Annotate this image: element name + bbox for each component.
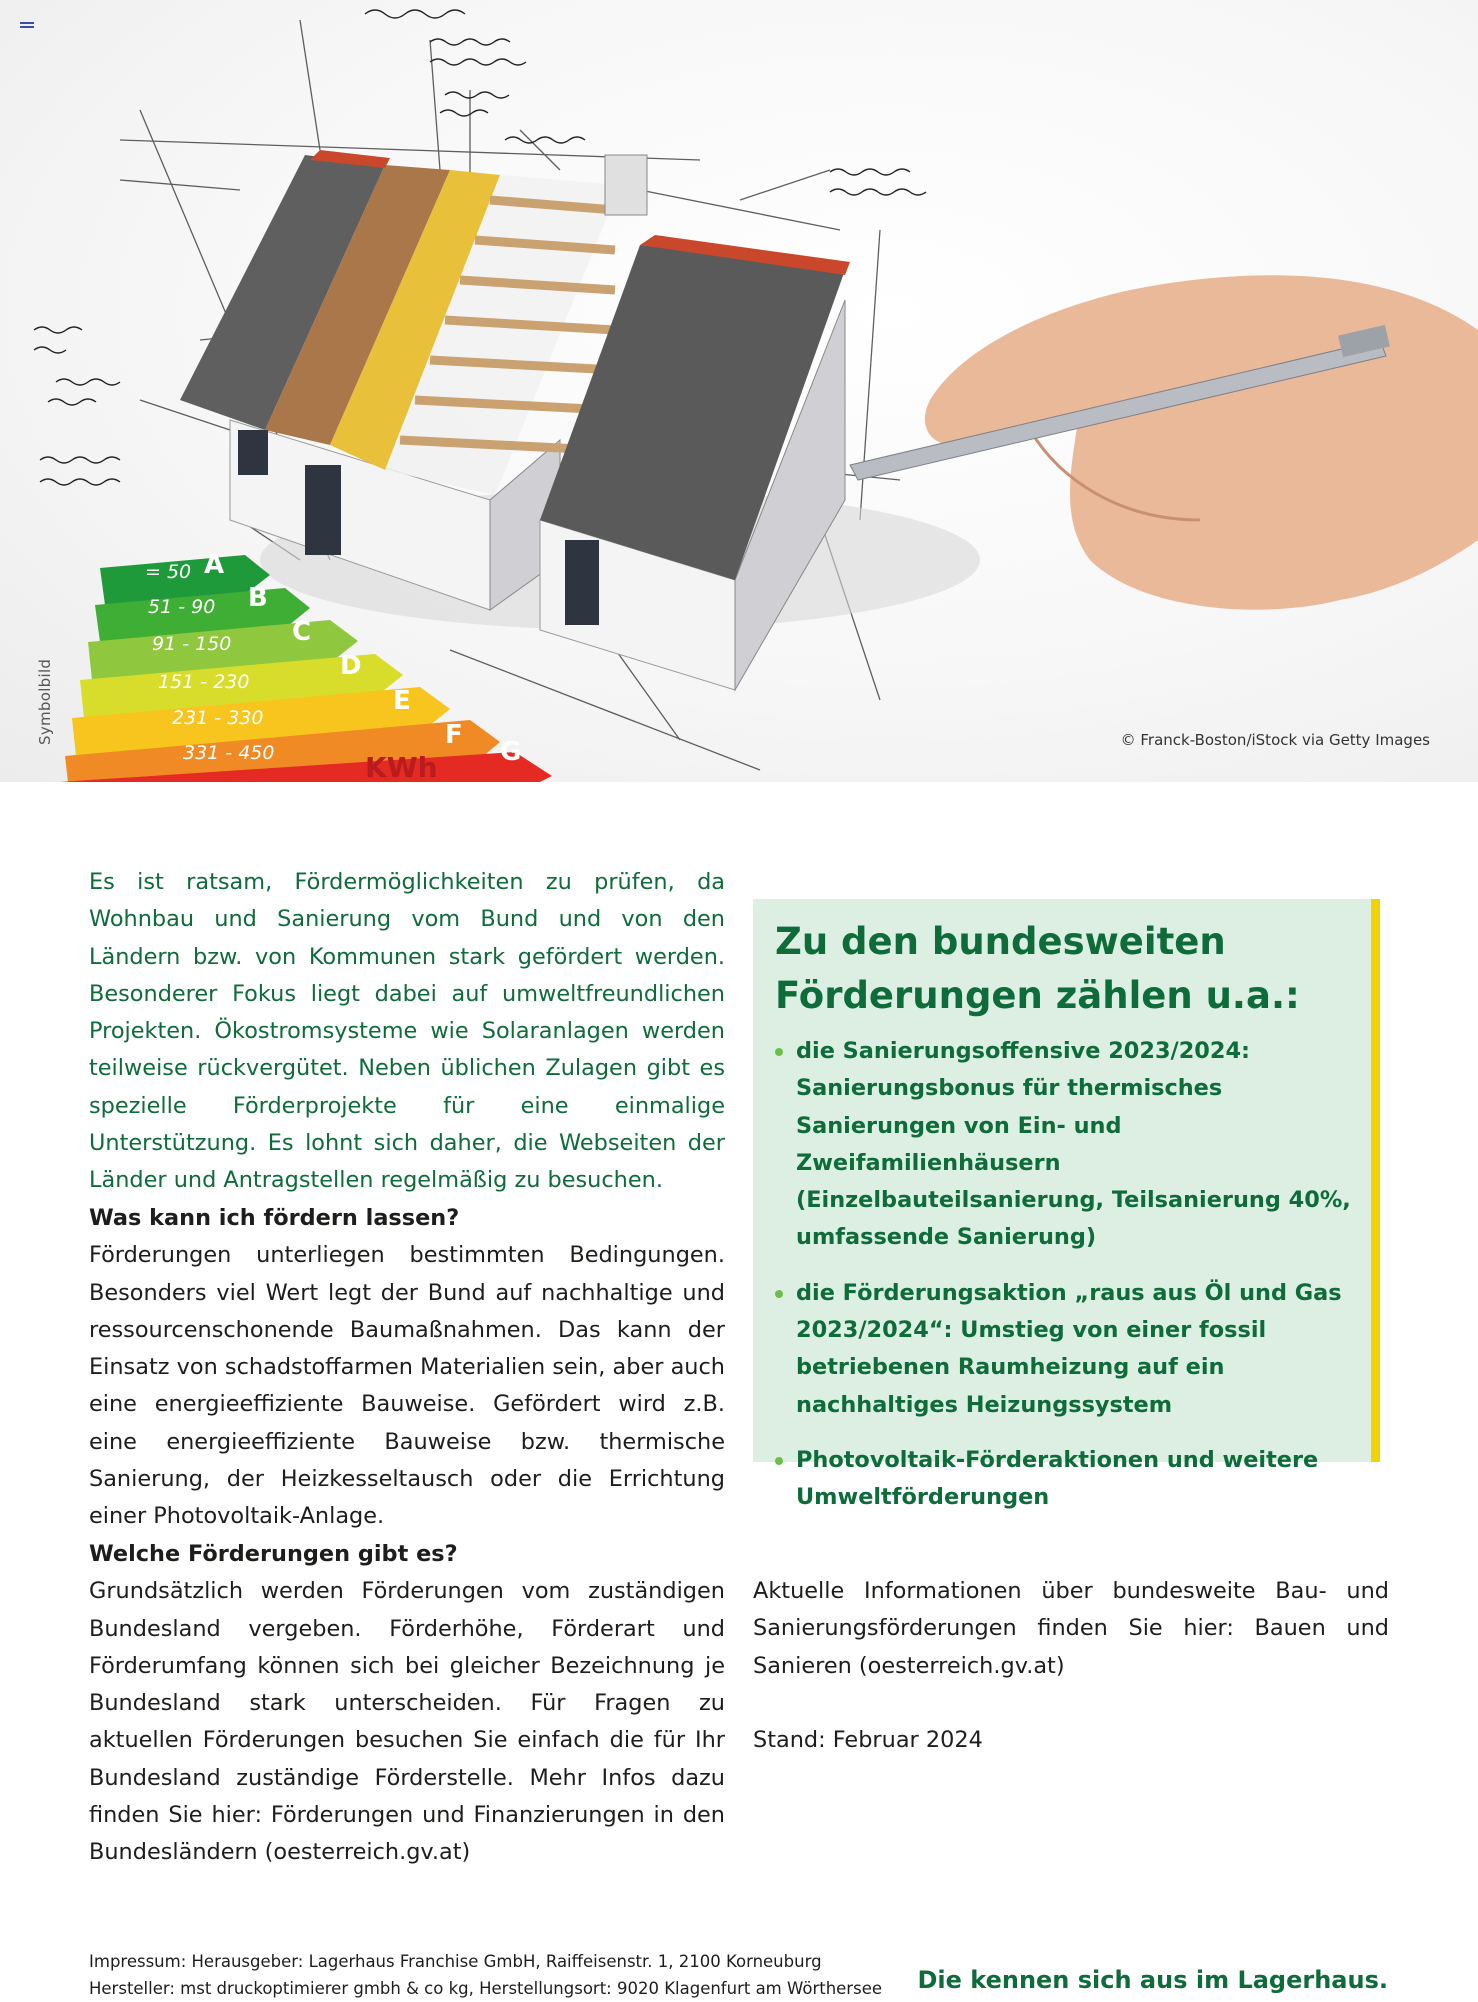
impressum (89, 1948, 882, 2002)
energy-range-d: 151 - 230 (158, 671, 250, 693)
energy-range-c: 91 - 150 (152, 633, 232, 655)
energy-range-a: = 50 (145, 561, 192, 583)
section-foerderungen-text: Grundsätzlich werden Förderungen vom zuständigen Bundesland vergeben. Förderhöhe, Förderart und Förderumfang können sich bei gleicher Bezeichnung je Bundesland stark unterscheiden. Für Fragen zu aktuellen Förderungen besuchen Sie einfach die für Ihr Bundesland zuständige Förderstelle. Mehr Infos dazu finden Sie hier: Förderungen und Finanzierungen in den Bundesländern (oesterreich.gv.at) (89, 1578, 725, 1866)
section-foerdern-text: Förderungen unterliegen bestimmten Bedingungen. Besonders viel Wert legt der Bund auf nachhaltige und ressourcenschonende Baumaßnahmen. Das kann der Einsatz von schadstoffarmen Materialien sein, aber auch eine energieeffiziente Bauweise. Gefördert wird z.B. eine energieeffiziente Bauweise bzw. thermische Sanierung, der Heizkesseltausch oder die Errichtung einer Photovoltaik-Anlage. (89, 1242, 725, 1530)
bullet-icon (775, 1048, 783, 1056)
section-foerdern (89, 1200, 725, 1536)
energy-letter-c: C (292, 617, 312, 647)
bullet-icon (775, 1290, 783, 1298)
energy-range-b: 51 - 90 (148, 596, 216, 618)
image-credit: © Franck-Boston/iStock via Getty Images (1120, 731, 1430, 749)
energy-range-f: 331 - 450 (183, 742, 275, 764)
energy-letter-g: G (500, 737, 522, 767)
energy-letter-d: D (340, 651, 362, 681)
impressum-line-2: Hersteller: mst druckoptimierer gmbh & co kg, Herstellungsort: 9020 Klagenfurt am Wörthersee (89, 1979, 882, 1998)
energy-letter-e: E (393, 686, 411, 716)
list-item-text: die Sanierungsoffensive 2023/2024: Sanierungsbonus für thermisches Sanierungen von Ein- und Zweifamilienhäusern (Einzelbauteilsanierung, Teilsanierung 40%, umfassende Sanierung) (796, 1038, 1351, 1251)
section-foerderungen (89, 1536, 725, 1872)
list-item-text: Photovoltaik-Förderaktionen und weitere Umweltförderungen (796, 1446, 1319, 1511)
list-item (775, 1033, 1355, 1257)
list-item-text: die Förderungsaktion „raus aus Öl und Gas 2023/2024“: Umstieg von einer fossil betriebenen Raumheizung auf ein nachhaltiges Heizungssystem (796, 1279, 1342, 1418)
federal-funding-title-line2: Förderungen zählen u.a.: (775, 974, 1300, 1017)
list-item (775, 1442, 1355, 1517)
energy-letter-f: F (445, 720, 463, 750)
menu-icon[interactable] (20, 22, 34, 32)
energy-letter-b: B (248, 583, 268, 613)
federal-funding-title-line1: Zu den bundesweiten (775, 920, 1226, 963)
hero-image (0, 0, 1478, 782)
house-illustration (0, 0, 1478, 782)
section-foerderungen-heading: Welche Förderungen gibt es? (89, 1541, 458, 1567)
intro-text: Es ist ratsam, Fördermöglichkeiten zu prüfen, da Wohnbau und Sanierung vom Bund und von den Ländern bzw. von Kommunen stark gefördert werden. Besonderer Fokus liegt dabei auf umweltfreundlichen Projekten. Ökostromsysteme wie Solaranlagen werden teilweise rückvergütet. Neben üblichen Zulagen gibt es spezielle Förderprojekte für eine einmalige Unterstützung. Es lohnt sich daher, die Webseiten der Länder und Antragstellen regelmäßig zu besuchen. (89, 869, 725, 1194)
list-item (775, 1275, 1355, 1424)
section-foerdern-heading: Was kann ich fördern lassen? (89, 1205, 460, 1231)
slogan: Die kennen sich aus im Lagerhaus. (917, 1966, 1388, 1994)
energy-range-e: 231 - 330 (172, 707, 264, 729)
federal-funding-title (775, 915, 1300, 1023)
energy-letter-a: A (204, 550, 225, 580)
stand-date: Stand: Februar 2024 (753, 1726, 983, 1753)
info-text: Aktuelle Informationen über bundesweite Bau- und Sanierungsförderungen finden Sie hier: Bauen und Sanieren (oesterreich.gv.at) (753, 1578, 1389, 1679)
info-block (753, 1573, 1389, 1759)
federal-funding-box (753, 899, 1380, 1511)
intro-block (89, 864, 725, 1200)
bullet-icon (775, 1457, 783, 1465)
impressum-line-1: Impressum: Herausgeber: Lagerhaus Franchise GmbH, Raiffeisenstr. 1, 2100 Korneuburg (89, 1952, 822, 1971)
symbolbild-label: Symbolbild (36, 658, 54, 745)
federal-funding-list (775, 1033, 1355, 1535)
energy-unit: KWh (365, 751, 438, 782)
